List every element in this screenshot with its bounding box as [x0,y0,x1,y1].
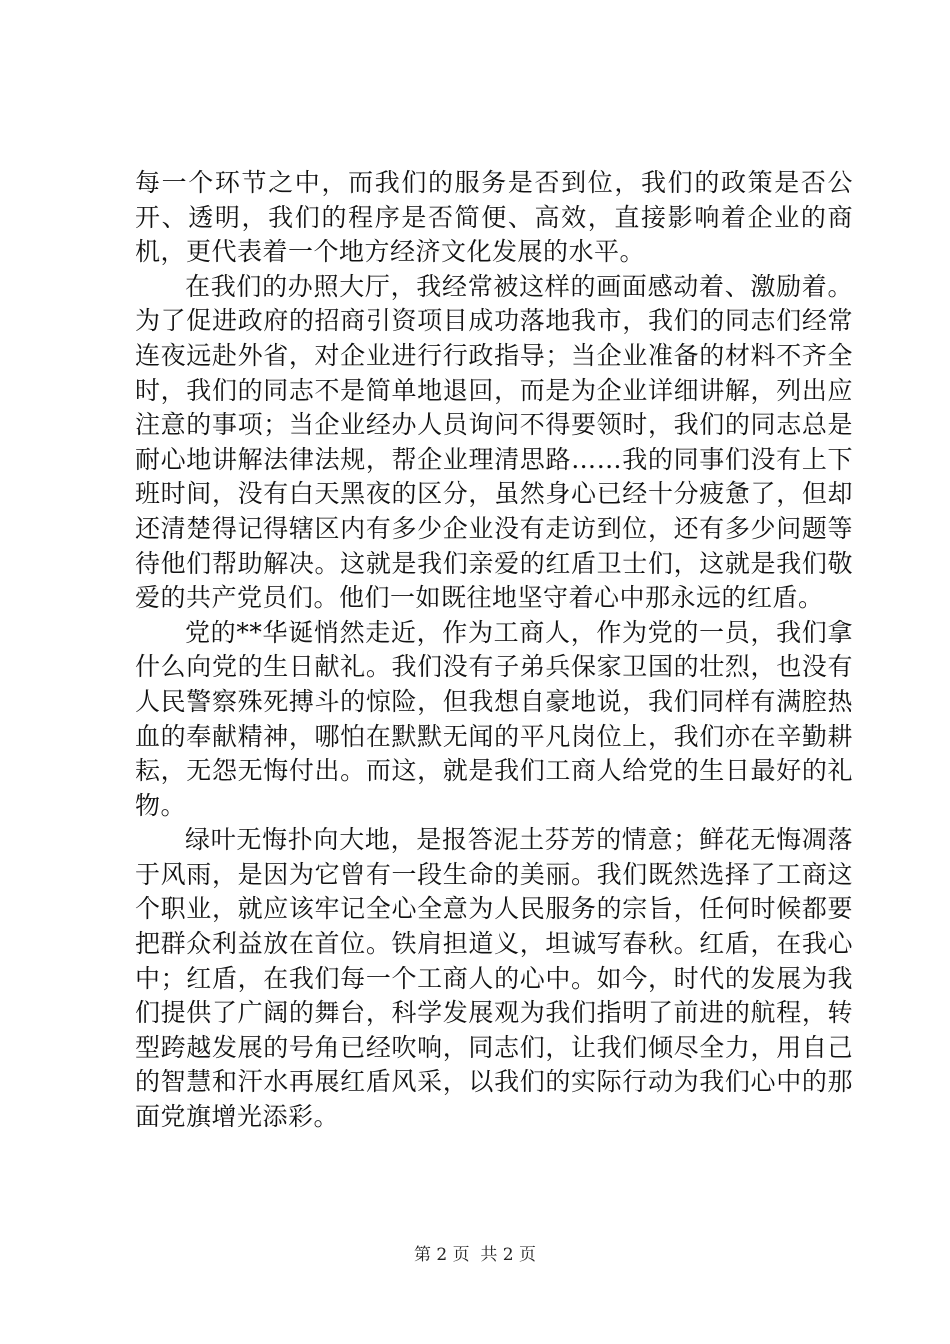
paragraph-party-anniversary: 党的**华诞悄然走近，作为工商人，作为党的一员，我们拿什么向党的生日献礼。我们没有子弟兵保家卫国的壮烈，也没有人民警察殊死搏斗的惊险，但我想自豪地说，我们同样有满腔热血的奉献精神，哪怕在默默无闻的平凡岗位上，我们亦在辛勤耕耘，无怨无悔付出。而这，就是我们工商人给党的生日最好的礼物。 [135,617,853,820]
paragraph-continued: 每一个环节之中，而我们的服务是否到位，我们的政策是否公开、透明，我们的程序是否简便、高效，直接影响着企业的商机，更代表着一个地方经济文化发展的水平。 [135,168,853,267]
paragraph-office-hall: 在我们的办照大厅，我经常被这样的画面感动着、激励着。为了促进政府的招商引资项目成功落地我市，我们的同志们经常连夜远赴外省，对企业进行行政指导；当企业准备的材料不齐全时，我们的同志不是简单地退回，而是为企业详细讲解，列出应注意的事项；当企业经办人员询问不得要领时，我们的同志总是耐心地讲解法律法规，帮企业理清思路……我的同事们没有上下班时间，没有白天黑夜的区分，虽然身心已经十分疲惫了，但却还清楚得记得辖区内有多少企业没有走访到位，还有多少问题等待他们帮助解决。这就是我们亲爱的红盾卫士们，这就是我们敬爱的共产党员们。他们一如既往地坚守着心中那永远的红盾。 [135,271,853,613]
paragraph-closing: 绿叶无悔扑向大地，是报答泥土芬芳的情意；鲜花无悔凋落于风雨，是因为它曾有一段生命的美丽。我们既然选择了工商这个职业，就应该牢记全心全意为人民服务的宗旨，任何时候都要把群众利益放在首位。铁肩担道义，坦诚写春秋。红盾，在我心中；红盾，在我们每一个工商人的心中。如今，时代的发展为我们提供了广阔的舞台，科学发展观为我们指明了前进的航程，转型跨越发展的号角已经吹响，同志们，让我们倾尽全力，用自己的智慧和汗水再展红盾风采，以我们的实际行动为我们心中的那面党旗增光添彩。 [135,825,853,1132]
page-footer: 第 2 页 共 2 页 [413,1245,537,1265]
document-body [135,166,853,1135]
